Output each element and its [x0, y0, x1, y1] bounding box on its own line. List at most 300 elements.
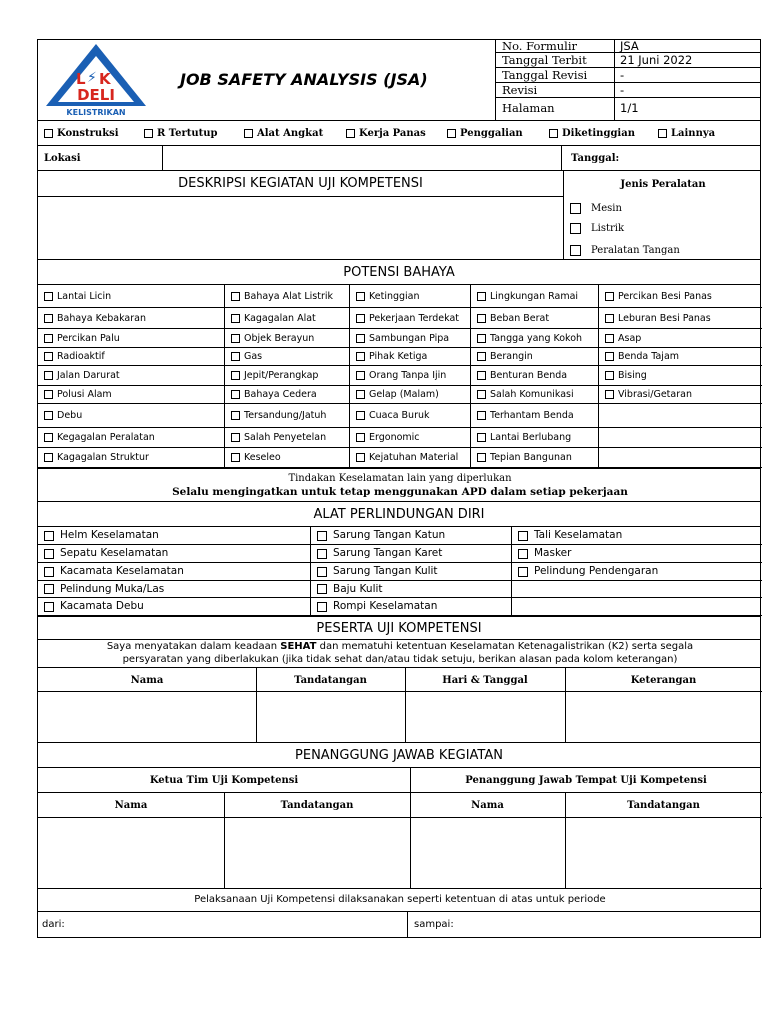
checkbox-icon[interactable] [356, 334, 365, 343]
checkbox-icon[interactable] [605, 352, 614, 361]
apd-label: Rompi Keselamatan [333, 600, 438, 612]
apd-checkbox[interactable] [512, 527, 762, 544]
hazard-checkbox[interactable] [225, 348, 349, 365]
checkbox-icon[interactable] [44, 390, 53, 399]
hazard-checkbox[interactable] [225, 308, 349, 328]
apd-checkbox[interactable] [311, 563, 511, 580]
hazard-cell [225, 386, 350, 404]
apd-cell [311, 598, 512, 616]
checkbox-icon[interactable] [44, 602, 54, 612]
hazard-checkbox[interactable] [471, 285, 598, 307]
hazard-label: Kagagalan Alat [244, 312, 316, 324]
hazard-label: Lantai Licin [57, 290, 112, 302]
hazard-cell [225, 366, 350, 386]
apd-cell [512, 563, 762, 581]
apd-checkbox[interactable] [311, 598, 511, 615]
hazard-label: Jalan Darurat [57, 370, 120, 381]
hazard-cell [38, 366, 225, 386]
hazard-label: Gas [244, 351, 263, 362]
peserta-tandatangan-field[interactable] [257, 693, 405, 742]
hazard-label: Kagagalan Struktur [57, 452, 149, 463]
hazard-cell [225, 285, 350, 308]
hazard-checkbox[interactable] [225, 404, 349, 427]
hazard-cell [38, 348, 225, 366]
checkbox-icon[interactable] [44, 567, 54, 577]
svg-text:L: L [76, 70, 86, 88]
hazard-label: Gelap (Malam) [369, 389, 439, 400]
hazard-label: Beban Berat [490, 312, 550, 324]
apd-checkbox[interactable] [38, 598, 310, 615]
checkbox-icon[interactable] [477, 453, 486, 462]
checkbox-icon[interactable] [317, 567, 327, 577]
hazard-checkbox[interactable] [471, 366, 598, 385]
apd-cell [311, 527, 512, 545]
apd-checkbox[interactable] [512, 563, 762, 580]
pj-col-tandatangan-left: Tandatangan [280, 800, 354, 811]
hazard-cell [225, 308, 350, 329]
hazard-cell [471, 448, 599, 468]
work-type-alat-angkat[interactable]: Alat Angkat [238, 121, 338, 145]
col-hari-tanggal: Hari & Tanggal [442, 674, 528, 686]
pj-col-tandatangan-right: Tandatangan [627, 800, 700, 811]
hazard-checkbox[interactable] [599, 329, 762, 347]
hazard-cell [350, 366, 471, 386]
apd-label: Sarung Tangan Katun [333, 529, 446, 541]
hazard-checkbox[interactable] [350, 366, 470, 385]
hazard-cell [350, 386, 471, 404]
deskripsi-title: DESKRIPSI KEGIATAN UJI KOMPETENSI [38, 171, 564, 197]
meta-table [495, 39, 761, 121]
apd-label: Sarung Tangan Kulit [333, 565, 438, 577]
hazard-cell [599, 428, 762, 448]
checkbox-icon[interactable] [44, 531, 54, 541]
hazard-label: Bahaya Alat Listrik [244, 290, 334, 302]
apd-cell [512, 545, 762, 563]
apd-label: Baju Kulit [333, 582, 383, 595]
hazard-label: Ergonomic [369, 432, 420, 443]
pelaksanaan-text: Pelaksanaan Uji Kompetensi dilaksanakan seperti ketentuan di atas untuk periode [194, 894, 606, 905]
apd-cell [512, 527, 762, 545]
hazard-label: Leburan Besi Panas [618, 312, 711, 324]
apd-cell [311, 581, 512, 598]
apd-cell [38, 581, 311, 598]
deskripsi-field[interactable] [38, 197, 564, 259]
hazard-checkbox[interactable] [38, 386, 224, 403]
col-tandatangan: Tandatangan [294, 674, 367, 686]
hazard-cell [599, 285, 762, 308]
hazard-label: Radioaktif [57, 351, 105, 362]
checkbox-icon[interactable] [44, 433, 53, 442]
hazard-label: Tepian Bangunan [490, 452, 572, 463]
apd-label: Kacamata Keselamatan [60, 565, 184, 577]
checkbox-icon[interactable] [356, 352, 365, 361]
checkbox-icon[interactable] [231, 390, 240, 399]
work-type-kerja-panas[interactable]: Kerja Panas [340, 121, 440, 145]
jenis-mesin[interactable]: Mesin [564, 199, 762, 217]
checkbox-icon[interactable] [231, 352, 240, 361]
checkbox-icon[interactable] [317, 549, 327, 559]
hazard-checkbox[interactable] [599, 308, 762, 328]
meta-value: - [620, 68, 625, 82]
apd-cell [311, 563, 512, 581]
hazard-checkbox[interactable] [225, 366, 349, 385]
hazard-cell [350, 308, 471, 329]
pj-tempat-nama-field[interactable] [411, 819, 565, 888]
hazard-checkbox[interactable] [38, 308, 224, 328]
lokasi-row [37, 146, 761, 171]
hazard-label: Terhantam Benda [490, 410, 574, 421]
meta-value: 1/1 [620, 101, 639, 115]
apd-grid [37, 527, 761, 616]
hazard-checkbox[interactable] [350, 428, 470, 447]
checkbox-icon[interactable] [477, 371, 486, 380]
checkbox-icon[interactable] [44, 314, 53, 323]
hazard-label: Pekerjaan Terdekat [369, 312, 459, 324]
hazard-checkbox[interactable] [225, 285, 349, 307]
hazard-cell [350, 404, 471, 428]
apd-checkbox[interactable] [38, 527, 310, 544]
statement-line2: persyaratan yang diberlakukan (jika tidak sehat dan/atau tidak setuju, berikan alasan pada kolom keterangan) [122, 654, 678, 665]
hazard-checkbox[interactable] [38, 448, 224, 467]
apd-label: Tali Keselamatan [534, 529, 623, 541]
hazard-label: Berangin [490, 351, 533, 362]
apd-label: Masker [534, 547, 572, 559]
checkbox-icon[interactable] [477, 390, 486, 399]
checkbox-icon[interactable] [477, 292, 486, 301]
pj-tempat-tandatangan-field[interactable] [566, 819, 762, 888]
hazard-cell [471, 348, 599, 366]
peserta-title: PESERTA UJI KOMPETENSI [37, 616, 761, 640]
hazard-checkbox[interactable] [350, 329, 470, 347]
hazard-cell [599, 404, 762, 428]
hazard-label: Benturan Benda [490, 370, 568, 381]
pj-table [37, 768, 761, 912]
checkbox-icon[interactable] [356, 292, 365, 301]
deskripsi-section [37, 171, 761, 260]
hazard-label: Objek Berayun [244, 332, 315, 344]
checkbox-icon[interactable] [518, 531, 528, 541]
apd-checkbox[interactable] [38, 563, 310, 580]
hazard-checkbox[interactable] [350, 285, 470, 307]
hazard-cell [599, 329, 762, 348]
apd-checkbox[interactable] [38, 581, 310, 597]
hazard-checkbox[interactable] [350, 404, 470, 427]
company-logo [42, 42, 150, 120]
checkbox-icon[interactable] [477, 334, 486, 343]
checkbox-icon[interactable] [231, 292, 240, 301]
hazard-checkbox[interactable] [471, 348, 598, 365]
peserta-tanggal-field[interactable] [406, 693, 565, 742]
hazard-cell [225, 329, 350, 348]
hazard-checkbox[interactable] [471, 329, 598, 347]
checkbox-icon[interactable] [317, 584, 327, 594]
meta-value: 21 Juni 2022 [620, 53, 693, 67]
hazard-label: Tersandung/Jatuh [244, 410, 327, 421]
svg-text:DELI: DELI [77, 86, 115, 104]
checkbox-icon[interactable] [44, 352, 53, 361]
hazard-cell [471, 366, 599, 386]
pj-ketua-tandatangan-field[interactable] [225, 819, 410, 888]
checkbox-icon[interactable] [44, 334, 53, 343]
peserta-table [37, 668, 761, 743]
checkbox-icon[interactable] [356, 411, 365, 420]
hazard-checkbox[interactable] [38, 329, 224, 347]
hazard-checkbox[interactable] [350, 448, 470, 467]
checkbox-icon[interactable] [231, 334, 240, 343]
hazard-checkbox[interactable] [599, 366, 762, 385]
hazard-cell [471, 386, 599, 404]
hazard-label: Kegagalan Peralatan [57, 432, 155, 443]
hazard-checkbox[interactable] [471, 448, 598, 467]
hazard-label: Orang Tanpa Ijin [369, 370, 447, 381]
hazard-cell [225, 348, 350, 366]
checkbox-icon[interactable] [44, 371, 53, 380]
hazard-label: Bahaya Cedera [244, 389, 317, 400]
dari-field[interactable] [38, 912, 408, 937]
hazard-checkbox[interactable] [38, 404, 224, 427]
hazard-checkbox[interactable] [38, 428, 224, 447]
hazard-checkbox[interactable] [225, 386, 349, 403]
col-keterangan: Keterangan [630, 674, 697, 686]
hazard-cell [350, 448, 471, 468]
statement [37, 640, 761, 668]
hazard-cell [599, 448, 762, 468]
hazard-cell [38, 285, 225, 308]
hazard-label: Salah Komunikasi [490, 389, 574, 400]
document-title: JOB SAFETY ANALYSIS (JSA) [180, 70, 428, 89]
checkbox-icon[interactable] [356, 453, 365, 462]
hazard-grid [37, 285, 761, 468]
apd-label: Sarung Tangan Karet [333, 547, 443, 559]
hazard-cell [350, 329, 471, 348]
hazard-checkbox[interactable] [599, 348, 762, 365]
checkbox-icon[interactable] [605, 334, 614, 343]
hazard-checkbox[interactable] [599, 285, 762, 307]
sampai-field[interactable] [408, 912, 762, 937]
hazard-cell [599, 348, 762, 366]
checkbox-icon[interactable] [605, 314, 614, 323]
apd-checkbox[interactable] [512, 545, 762, 562]
hazard-label: Jepit/Perangkap [244, 370, 319, 381]
hazard-cell [225, 448, 350, 468]
meta-value: JSA [620, 39, 639, 53]
dari-label: dari: [42, 919, 65, 930]
apd-cell [311, 545, 512, 563]
hazard-label: Tangga yang Kokoh [490, 332, 583, 344]
hazard-label: Sambungan Pipa [369, 332, 450, 344]
apd-label: Pelindung Pendengaran [534, 565, 659, 577]
hazard-label: Debu [57, 410, 83, 421]
hazard-cell [599, 308, 762, 329]
apd-label: Kacamata Debu [60, 600, 144, 612]
logo-caption: KELISTRIKAN [66, 108, 126, 117]
svg-text:⚡: ⚡ [87, 70, 97, 86]
checkbox-icon[interactable] [231, 433, 240, 442]
meta-label: Revisi [502, 83, 538, 97]
checkbox-icon[interactable] [518, 549, 528, 559]
hazard-cell [471, 285, 599, 308]
work-type-penggalian[interactable]: Penggalian [441, 121, 541, 145]
checkbox-icon[interactable] [231, 453, 240, 462]
work-type-diketinggian[interactable]: Diketinggian [543, 121, 653, 145]
lokasi-field[interactable] [162, 146, 562, 170]
apd-cell [38, 598, 311, 616]
apd-checkbox[interactable] [38, 545, 310, 562]
hazard-checkbox[interactable] [471, 386, 598, 403]
hazard-checkbox[interactable] [471, 404, 598, 427]
tindakan-section [37, 468, 761, 502]
apd-checkbox[interactable] [311, 581, 511, 597]
checkbox-icon[interactable] [477, 352, 486, 361]
meta-value: - [620, 83, 625, 97]
hazard-label: Keseleo [244, 452, 281, 463]
hazard-cell [38, 329, 225, 348]
apd-label: Helm Keselamatan [60, 529, 159, 541]
checkbox-icon[interactable] [477, 314, 486, 323]
hazard-label: Asap [618, 332, 642, 344]
apd-label: Sepatu Keselamatan [60, 547, 169, 559]
hazard-checkbox[interactable] [225, 329, 349, 347]
hazard-cell [38, 448, 225, 468]
checkbox-icon[interactable] [231, 314, 240, 323]
hazard-cell [38, 386, 225, 404]
hazard-cell [350, 285, 471, 308]
checkbox-icon[interactable] [605, 371, 614, 380]
hazard-cell [38, 308, 225, 329]
hazard-label: Cuaca Buruk [369, 410, 430, 421]
checkbox-icon[interactable] [356, 433, 365, 442]
work-type-konstruksi[interactable]: Konstruksi [38, 121, 138, 145]
hazard-cell [350, 348, 471, 366]
col-nama: Nama [130, 674, 164, 686]
hazard-checkbox[interactable] [350, 348, 470, 365]
hazard-cell [471, 404, 599, 428]
svg-text:K: K [99, 70, 111, 88]
work-type-row [37, 121, 761, 146]
checkbox-icon[interactable] [44, 584, 54, 594]
checkbox-icon[interactable] [317, 531, 327, 541]
peserta-nama-field[interactable] [38, 693, 256, 742]
tanggal-label: Tanggal: [571, 152, 620, 164]
hazard-cell [38, 428, 225, 448]
hazard-cell [38, 404, 225, 428]
apd-cell [38, 545, 311, 563]
apd-title: ALAT PERLINDUNGAN DIRI [37, 502, 761, 527]
checkbox-icon[interactable] [477, 433, 486, 442]
tindakan-label: Tindakan Keselamatan lain yang diperlukan [288, 473, 512, 484]
checkbox-icon[interactable] [44, 549, 54, 559]
hazard-checkbox[interactable] [225, 428, 349, 447]
hazard-label: Benda Tajam [618, 351, 680, 362]
statement-bold: SEHAT [280, 641, 317, 652]
apd-label: Pelindung Muka/Las [60, 582, 165, 595]
hazard-label: Ketinggian [369, 290, 420, 302]
periode-row [37, 912, 761, 938]
hazard-label: Percikan Besi Panas [618, 290, 712, 302]
checkbox-icon[interactable] [477, 411, 486, 420]
pj-ketua-nama-field[interactable] [38, 819, 224, 888]
hazard-checkbox[interactable] [471, 428, 598, 447]
pj-title: PENANGGUNG JAWAB KEGIATAN [37, 743, 761, 768]
checkbox-icon[interactable] [356, 390, 365, 399]
meta-label: Tanggal Revisi [502, 68, 588, 82]
lokasi-label: Lokasi [44, 152, 81, 164]
hazard-label: Vibrasi/Getaran [618, 389, 692, 400]
checkbox-icon[interactable] [605, 292, 614, 301]
hazard-cell [225, 428, 350, 448]
checkbox-icon[interactable] [356, 314, 365, 323]
hazard-checkbox[interactable] [471, 308, 598, 328]
hazard-label: Pihak Ketiga [369, 351, 428, 362]
pj-right-title: Penanggung Jawab Tempat Uji Kompetensi [465, 775, 707, 786]
jenis-listrik[interactable]: Listrik [564, 219, 762, 237]
checkbox-icon[interactable] [231, 411, 240, 420]
apd-checkbox[interactable] [311, 527, 511, 544]
work-type-r-tertutup[interactable]: R Tertutup [138, 121, 238, 145]
pj-col-nama-right: Nama [471, 800, 504, 811]
hazard-cell [471, 308, 599, 329]
hazard-label: Percikan Palu [57, 332, 120, 344]
apd-cell [38, 527, 311, 545]
hazard-cell [225, 404, 350, 428]
meta-label: No. Formulir [502, 39, 578, 53]
hazard-checkbox[interactable] [38, 285, 224, 307]
checkbox-icon[interactable] [356, 371, 365, 380]
checkbox-icon[interactable] [44, 411, 53, 420]
apd-checkbox[interactable] [311, 545, 511, 562]
hazard-label: Polusi Alam [57, 389, 112, 400]
sampai-label: sampai: [414, 919, 454, 930]
pj-left-title: Ketua Tim Uji Kompetensi [149, 775, 299, 786]
hazard-cell [599, 366, 762, 386]
work-type-lainnya[interactable]: Lainnya [652, 121, 762, 145]
hazard-label: Salah Penyetelan [244, 432, 327, 443]
hazard-cell [471, 428, 599, 448]
tindakan-text: Selalu mengingatkan untuk tetap menggunakan APD dalam setiap pekerjaan [172, 486, 628, 498]
checkbox-icon[interactable] [605, 390, 614, 399]
hazard-checkbox[interactable] [225, 448, 349, 467]
jenis-peralatan-tangan[interactable]: Peralatan Tangan [564, 241, 762, 259]
apd-cell [512, 581, 762, 598]
checkbox-icon[interactable] [231, 371, 240, 380]
peserta-keterangan-field[interactable] [566, 693, 762, 742]
hazard-checkbox[interactable] [350, 386, 470, 403]
hazard-cell [350, 428, 471, 448]
checkbox-icon[interactable] [317, 602, 327, 612]
hazard-cell [471, 329, 599, 348]
hazard-checkbox[interactable] [38, 348, 224, 365]
apd-cell [38, 563, 311, 581]
meta-label: Tanggal Terbit [502, 53, 587, 67]
checkbox-icon[interactable] [44, 292, 53, 301]
hazard-checkbox[interactable] [599, 386, 762, 403]
pj-col-nama-left: Nama [114, 800, 148, 811]
checkbox-icon[interactable] [44, 453, 53, 462]
hazard-label: Bising [618, 370, 647, 381]
meta-label: Halaman [502, 101, 555, 115]
jenis-title: Jenis Peralatan [620, 178, 706, 190]
hazard-label: Lingkungan Ramai [490, 290, 579, 302]
hazard-checkbox[interactable] [38, 366, 224, 385]
apd-cell [512, 598, 762, 616]
hazard-label: Bahaya Kebakaran [57, 312, 147, 324]
hazard-cell [599, 386, 762, 404]
statement-post: dan mematuhi ketentuan Keselamatan Ketenagalistrikan (K2) serta segala [316, 641, 694, 652]
hazard-checkbox[interactable] [350, 308, 470, 328]
hazard-label: Lantai Berlubang [490, 432, 572, 443]
checkbox-icon[interactable] [518, 567, 528, 577]
potensi-title: POTENSI BAHAYA [37, 260, 761, 285]
